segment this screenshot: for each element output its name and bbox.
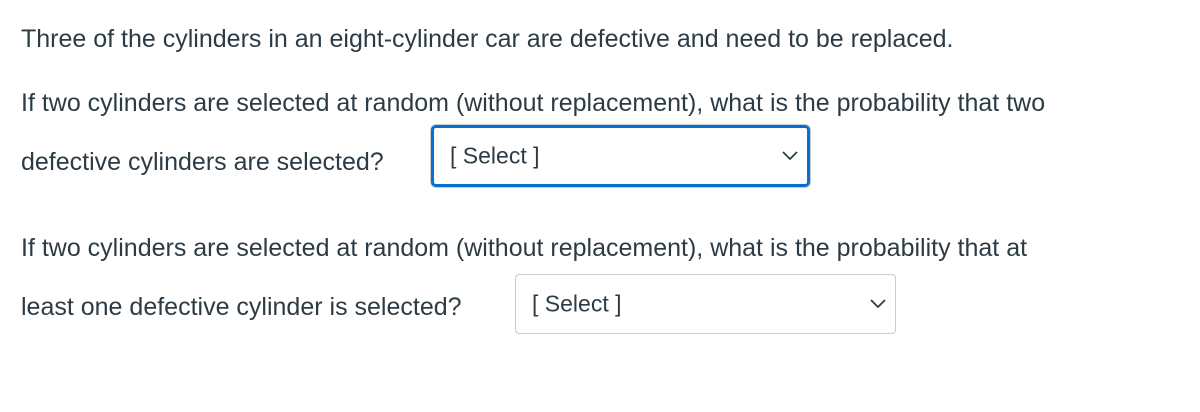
question-1-text-line-1: If two cylinders are selected at random (without replacement), what is the probability that two [21,89,1046,117]
chevron-down-icon [870,299,886,309]
question-intro-text: Three of the cylinders in an eight-cylinder car are defective and need to be replaced. [21,25,954,53]
answer-2-select[interactable] [515,274,896,334]
question-2-text-line-2: least one defective cylinder is selected? [21,293,462,321]
question-1-text-line-2: defective cylinders are selected? [21,148,384,176]
answer-1-select-value: [ Select ] [450,142,540,169]
chevron-down-icon [782,151,798,161]
question-2-text-line-1: If two cylinders are selected at random (without replacement), what is the probability that at [21,234,1028,262]
answer-1-select[interactable] [431,125,810,187]
answer-2-select-value: [ Select ] [532,290,622,317]
